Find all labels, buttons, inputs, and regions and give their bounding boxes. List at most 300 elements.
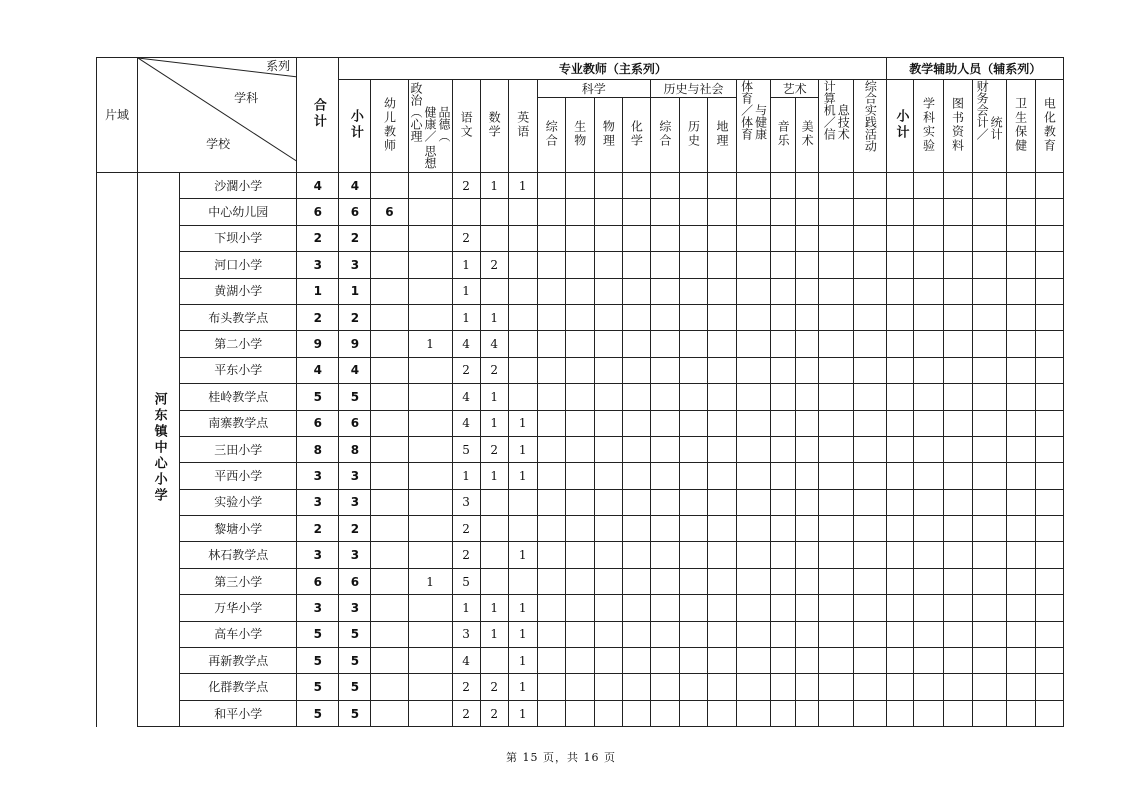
cell-empty bbox=[565, 595, 594, 621]
cell-empty bbox=[819, 436, 854, 462]
cell-empty bbox=[565, 173, 594, 199]
cell-empty bbox=[972, 331, 1006, 357]
cell-math bbox=[480, 542, 508, 568]
cell-school: 再新教学点 bbox=[180, 648, 297, 674]
cell-empty bbox=[537, 278, 565, 304]
cell-school: 实验小学 bbox=[180, 489, 297, 515]
cell-empty bbox=[771, 278, 796, 304]
cell-empty bbox=[887, 199, 914, 225]
cell-empty bbox=[622, 463, 650, 489]
cell-empty bbox=[914, 489, 943, 515]
cell-math bbox=[480, 278, 508, 304]
page-footer: 第 15 页，共 16 页 bbox=[506, 751, 616, 764]
cell-empty bbox=[1035, 700, 1063, 726]
cell-total: 3 bbox=[297, 595, 339, 621]
cell-empty bbox=[914, 384, 943, 410]
header-lab: 学科实验 bbox=[914, 80, 943, 173]
cell-total: 1 bbox=[297, 278, 339, 304]
cell-chinese: 1 bbox=[452, 252, 480, 278]
table-row bbox=[97, 384, 1064, 410]
cell-school: 万华小学 bbox=[180, 595, 297, 621]
cell-empty bbox=[737, 410, 771, 436]
cell-empty bbox=[622, 331, 650, 357]
cell-english: 1 bbox=[508, 173, 537, 199]
cell-empty bbox=[914, 621, 943, 647]
cell-school: 沙濶小学 bbox=[180, 173, 297, 199]
cell-chinese: 2 bbox=[452, 700, 480, 726]
cell-subtotal: 3 bbox=[339, 489, 371, 515]
cell-empty bbox=[594, 436, 622, 462]
cell-empty bbox=[1006, 436, 1035, 462]
cell-empty bbox=[679, 595, 707, 621]
cell-empty bbox=[854, 331, 887, 357]
cell-empty bbox=[737, 516, 771, 542]
table-row bbox=[97, 199, 1064, 225]
cell-empty bbox=[1006, 278, 1035, 304]
cell-english bbox=[508, 331, 537, 357]
cell-empty bbox=[737, 674, 771, 700]
cell-empty bbox=[622, 516, 650, 542]
cell-empty bbox=[537, 384, 565, 410]
cell-subtotal: 3 bbox=[339, 542, 371, 568]
cell-math: 1 bbox=[480, 384, 508, 410]
cell-empty bbox=[737, 436, 771, 462]
cell-english: 1 bbox=[508, 436, 537, 462]
cell-empty bbox=[819, 278, 854, 304]
cell-empty bbox=[771, 384, 796, 410]
cell-empty bbox=[537, 199, 565, 225]
cell-math: 1 bbox=[480, 621, 508, 647]
cell-empty bbox=[972, 516, 1006, 542]
table-row bbox=[97, 357, 1064, 383]
cell-empty bbox=[565, 436, 594, 462]
cell-empty bbox=[796, 595, 819, 621]
cell-empty bbox=[771, 568, 796, 594]
cell-empty bbox=[650, 436, 679, 462]
cell-empty bbox=[1006, 225, 1035, 251]
cell-english bbox=[508, 304, 537, 330]
cell-empty bbox=[679, 357, 707, 383]
cell-math: 2 bbox=[480, 674, 508, 700]
cell-empty bbox=[887, 173, 914, 199]
cell-empty bbox=[972, 489, 1006, 515]
cell-empty bbox=[737, 595, 771, 621]
header-chemistry: 化学 bbox=[622, 98, 650, 173]
cell-empty bbox=[594, 384, 622, 410]
cell-empty bbox=[796, 173, 819, 199]
cell-empty bbox=[771, 489, 796, 515]
cell-ethics bbox=[408, 278, 452, 304]
cell-empty bbox=[972, 357, 1006, 383]
cell-empty bbox=[1035, 252, 1063, 278]
cell-empty bbox=[622, 674, 650, 700]
cell-empty bbox=[796, 648, 819, 674]
header-music: 音乐 bbox=[771, 98, 796, 173]
cell-empty bbox=[679, 568, 707, 594]
header-science-general: 综合 bbox=[537, 98, 565, 173]
cell-empty bbox=[737, 357, 771, 383]
cell-subtotal: 2 bbox=[339, 225, 371, 251]
cell-empty bbox=[943, 384, 972, 410]
cell-empty bbox=[943, 595, 972, 621]
cell-empty bbox=[708, 489, 737, 515]
cell-empty bbox=[887, 384, 914, 410]
cell-school: 黄湖小学 bbox=[180, 278, 297, 304]
header-subject: 学科 bbox=[234, 91, 259, 105]
cell-empty bbox=[796, 199, 819, 225]
cell-subtotal: 5 bbox=[339, 621, 371, 647]
cell-empty bbox=[771, 436, 796, 462]
table-row bbox=[97, 463, 1064, 489]
cell-english: 1 bbox=[508, 410, 537, 436]
cell-empty bbox=[771, 595, 796, 621]
cell-empty bbox=[708, 410, 737, 436]
cell-empty bbox=[1006, 489, 1035, 515]
cell-empty bbox=[914, 700, 943, 726]
cell-school: 三田小学 bbox=[180, 436, 297, 462]
cell-total: 2 bbox=[297, 516, 339, 542]
cell-empty bbox=[943, 648, 972, 674]
cell-empty bbox=[1035, 621, 1063, 647]
header-science: 科学 bbox=[537, 80, 650, 98]
table-row bbox=[97, 252, 1064, 278]
header-english: 英语 bbox=[508, 80, 537, 173]
cell-ethics bbox=[408, 384, 452, 410]
cell-empty bbox=[737, 304, 771, 330]
cell-empty bbox=[1035, 463, 1063, 489]
header-library: 图书资料 bbox=[943, 80, 972, 173]
cell-chinese: 4 bbox=[452, 384, 480, 410]
cell-empty bbox=[594, 173, 622, 199]
cell-empty bbox=[537, 304, 565, 330]
cell-empty bbox=[771, 463, 796, 489]
cell-empty bbox=[622, 410, 650, 436]
cell-empty bbox=[819, 621, 854, 647]
cell-english bbox=[508, 199, 537, 225]
cell-school: 中心幼儿园 bbox=[180, 199, 297, 225]
cell-empty bbox=[854, 173, 887, 199]
cell-empty bbox=[854, 463, 887, 489]
cell-empty bbox=[565, 489, 594, 515]
cell-empty bbox=[1035, 542, 1063, 568]
cell-empty bbox=[854, 199, 887, 225]
cell-empty bbox=[887, 252, 914, 278]
cell-preschool bbox=[371, 621, 408, 647]
cell-empty bbox=[1035, 410, 1063, 436]
cell-empty bbox=[650, 278, 679, 304]
cell-empty bbox=[622, 173, 650, 199]
cell-empty bbox=[1006, 304, 1035, 330]
cell-empty bbox=[1006, 463, 1035, 489]
cell-empty bbox=[796, 700, 819, 726]
cell-school: 第三小学 bbox=[180, 568, 297, 594]
cell-empty bbox=[565, 384, 594, 410]
cell-chinese: 2 bbox=[452, 542, 480, 568]
header-math: 数学 bbox=[480, 80, 508, 173]
cell-district bbox=[138, 173, 180, 727]
cell-empty bbox=[854, 436, 887, 462]
cell-chinese: 3 bbox=[452, 621, 480, 647]
cell-english bbox=[508, 384, 537, 410]
cell-empty bbox=[943, 621, 972, 647]
cell-empty bbox=[796, 384, 819, 410]
cell-empty bbox=[537, 357, 565, 383]
cell-empty bbox=[887, 357, 914, 383]
cell-empty bbox=[887, 410, 914, 436]
cell-empty bbox=[854, 489, 887, 515]
cell-ethics bbox=[408, 225, 452, 251]
cell-empty bbox=[943, 674, 972, 700]
cell-empty bbox=[943, 436, 972, 462]
cell-empty bbox=[771, 516, 796, 542]
cell-school: 化群教学点 bbox=[180, 674, 297, 700]
cell-english: 1 bbox=[508, 648, 537, 674]
cell-empty bbox=[737, 489, 771, 515]
cell-empty bbox=[622, 225, 650, 251]
cell-english: 1 bbox=[508, 674, 537, 700]
cell-empty bbox=[565, 621, 594, 647]
cell-empty bbox=[819, 700, 854, 726]
header-chinese: 语文 bbox=[452, 80, 480, 173]
cell-empty bbox=[565, 410, 594, 436]
cell-empty bbox=[650, 357, 679, 383]
cell-empty bbox=[594, 542, 622, 568]
cell-empty bbox=[594, 304, 622, 330]
cell-empty bbox=[796, 436, 819, 462]
cell-school: 桂岭教学点 bbox=[180, 384, 297, 410]
cell-empty bbox=[622, 700, 650, 726]
cell-subtotal: 5 bbox=[339, 648, 371, 674]
header-av: 电化教育 bbox=[1035, 80, 1063, 173]
cell-chinese: 4 bbox=[452, 331, 480, 357]
cell-preschool bbox=[371, 700, 408, 726]
cell-empty bbox=[943, 542, 972, 568]
cell-empty bbox=[594, 410, 622, 436]
header-history: 历史 bbox=[679, 98, 707, 173]
cell-empty bbox=[943, 463, 972, 489]
cell-chinese: 5 bbox=[452, 568, 480, 594]
cell-empty bbox=[1035, 304, 1063, 330]
cell-total: 3 bbox=[297, 463, 339, 489]
cell-empty bbox=[708, 384, 737, 410]
cell-school: 平东小学 bbox=[180, 357, 297, 383]
cell-empty bbox=[622, 252, 650, 278]
cell-empty bbox=[565, 357, 594, 383]
cell-empty bbox=[594, 225, 622, 251]
cell-preschool bbox=[371, 331, 408, 357]
cell-math: 1 bbox=[480, 410, 508, 436]
cell-empty bbox=[796, 304, 819, 330]
cell-empty bbox=[972, 463, 1006, 489]
cell-empty bbox=[819, 489, 854, 515]
cell-empty bbox=[537, 648, 565, 674]
cell-subtotal: 5 bbox=[339, 674, 371, 700]
cell-empty bbox=[737, 331, 771, 357]
cell-empty bbox=[1006, 357, 1035, 383]
cell-empty bbox=[537, 463, 565, 489]
table-row bbox=[97, 621, 1064, 647]
cell-empty bbox=[650, 463, 679, 489]
cell-empty bbox=[1035, 568, 1063, 594]
cell-empty bbox=[650, 384, 679, 410]
cell-empty bbox=[1006, 542, 1035, 568]
cell-empty bbox=[914, 542, 943, 568]
cell-empty bbox=[650, 410, 679, 436]
table-row bbox=[97, 489, 1064, 515]
cell-subtotal: 9 bbox=[339, 331, 371, 357]
cell-english: 1 bbox=[508, 463, 537, 489]
cell-empty bbox=[887, 674, 914, 700]
cell-empty bbox=[972, 700, 1006, 726]
cell-preschool bbox=[371, 278, 408, 304]
cell-empty bbox=[679, 516, 707, 542]
cell-preschool bbox=[371, 410, 408, 436]
cell-chinese: 1 bbox=[452, 595, 480, 621]
cell-empty bbox=[708, 252, 737, 278]
header-ethics: 政治（心理健康／品德（思想 bbox=[408, 80, 452, 173]
cell-empty bbox=[737, 568, 771, 594]
cell-empty bbox=[650, 700, 679, 726]
cell-empty bbox=[771, 674, 796, 700]
cell-english bbox=[508, 278, 537, 304]
cell-empty bbox=[679, 331, 707, 357]
cell-empty bbox=[796, 252, 819, 278]
cell-empty bbox=[537, 674, 565, 700]
cell-empty bbox=[565, 700, 594, 726]
cell-empty bbox=[972, 410, 1006, 436]
cell-empty bbox=[679, 648, 707, 674]
cell-empty bbox=[1035, 384, 1063, 410]
cell-english: 1 bbox=[508, 595, 537, 621]
cell-empty bbox=[819, 199, 854, 225]
cell-empty bbox=[819, 331, 854, 357]
cell-empty bbox=[771, 331, 796, 357]
cell-empty bbox=[972, 595, 1006, 621]
cell-preschool bbox=[371, 357, 408, 383]
cell-empty bbox=[737, 173, 771, 199]
cell-empty bbox=[796, 542, 819, 568]
cell-empty bbox=[914, 225, 943, 251]
cell-empty bbox=[679, 173, 707, 199]
cell-empty bbox=[537, 173, 565, 199]
cell-empty bbox=[594, 252, 622, 278]
cell-empty bbox=[887, 304, 914, 330]
cell-empty bbox=[914, 516, 943, 542]
cell-empty bbox=[771, 621, 796, 647]
cell-english bbox=[508, 489, 537, 515]
cell-ethics bbox=[408, 542, 452, 568]
cell-empty bbox=[1006, 674, 1035, 700]
cell-empty bbox=[854, 384, 887, 410]
cell-empty bbox=[972, 252, 1006, 278]
cell-empty bbox=[1035, 489, 1063, 515]
table-row bbox=[97, 568, 1064, 594]
header-history-society: 历史与社会 bbox=[650, 80, 736, 98]
cell-empty bbox=[537, 252, 565, 278]
cell-empty bbox=[1035, 436, 1063, 462]
cell-ethics bbox=[408, 173, 452, 199]
cell-empty bbox=[972, 568, 1006, 594]
cell-empty bbox=[972, 384, 1006, 410]
cell-empty bbox=[537, 331, 565, 357]
cell-empty bbox=[796, 568, 819, 594]
cell-empty bbox=[537, 516, 565, 542]
cell-empty bbox=[771, 225, 796, 251]
header-it: 计算机／信息技术 bbox=[819, 80, 854, 173]
cell-empty bbox=[650, 199, 679, 225]
cell-school: 布头教学点 bbox=[180, 304, 297, 330]
cell-total: 2 bbox=[297, 225, 339, 251]
cell-empty bbox=[943, 225, 972, 251]
cell-empty bbox=[594, 199, 622, 225]
header-hs-general: 综合 bbox=[650, 98, 679, 173]
cell-empty bbox=[622, 621, 650, 647]
cell-empty bbox=[854, 648, 887, 674]
cell-empty bbox=[1006, 568, 1035, 594]
header-geography: 地理 bbox=[708, 98, 737, 173]
cell-preschool bbox=[371, 489, 408, 515]
cell-math: 2 bbox=[480, 436, 508, 462]
cell-ethics bbox=[408, 436, 452, 462]
header-health: 卫生保健 bbox=[1006, 80, 1035, 173]
header-aux-subtotal: 小计 bbox=[887, 80, 914, 173]
cell-empty bbox=[771, 357, 796, 383]
cell-empty bbox=[679, 278, 707, 304]
cell-school: 林石教学点 bbox=[180, 542, 297, 568]
cell-empty bbox=[650, 674, 679, 700]
cell-empty bbox=[1006, 621, 1035, 647]
cell-empty bbox=[737, 542, 771, 568]
cell-empty bbox=[565, 278, 594, 304]
cell-total: 5 bbox=[297, 700, 339, 726]
cell-empty bbox=[854, 542, 887, 568]
staffing-table-sheet bbox=[96, 57, 1064, 719]
header-total: 合计 bbox=[297, 58, 339, 173]
cell-empty bbox=[708, 568, 737, 594]
cell-empty bbox=[565, 252, 594, 278]
cell-empty bbox=[650, 568, 679, 594]
cell-empty bbox=[914, 173, 943, 199]
header-school: 学校 bbox=[206, 137, 231, 151]
cell-ethics bbox=[408, 621, 452, 647]
cell-empty bbox=[708, 331, 737, 357]
cell-empty bbox=[565, 463, 594, 489]
table-row bbox=[97, 225, 1064, 251]
cell-chinese: 2 bbox=[452, 674, 480, 700]
cell-empty bbox=[565, 648, 594, 674]
cell-empty bbox=[679, 621, 707, 647]
cell-empty bbox=[771, 542, 796, 568]
cell-total: 5 bbox=[297, 621, 339, 647]
cell-empty bbox=[1035, 199, 1063, 225]
cell-empty bbox=[914, 436, 943, 462]
cell-empty bbox=[819, 384, 854, 410]
cell-empty bbox=[737, 199, 771, 225]
cell-empty bbox=[565, 199, 594, 225]
cell-empty bbox=[943, 357, 972, 383]
cell-empty bbox=[708, 700, 737, 726]
cell-empty bbox=[594, 489, 622, 515]
cell-preschool bbox=[371, 568, 408, 594]
cell-preschool bbox=[371, 542, 408, 568]
cell-school: 黎塘小学 bbox=[180, 516, 297, 542]
cell-empty bbox=[594, 463, 622, 489]
cell-empty bbox=[708, 173, 737, 199]
cell-empty bbox=[679, 674, 707, 700]
cell-empty bbox=[565, 568, 594, 594]
cell-empty bbox=[796, 674, 819, 700]
cell-school: 平西小学 bbox=[180, 463, 297, 489]
